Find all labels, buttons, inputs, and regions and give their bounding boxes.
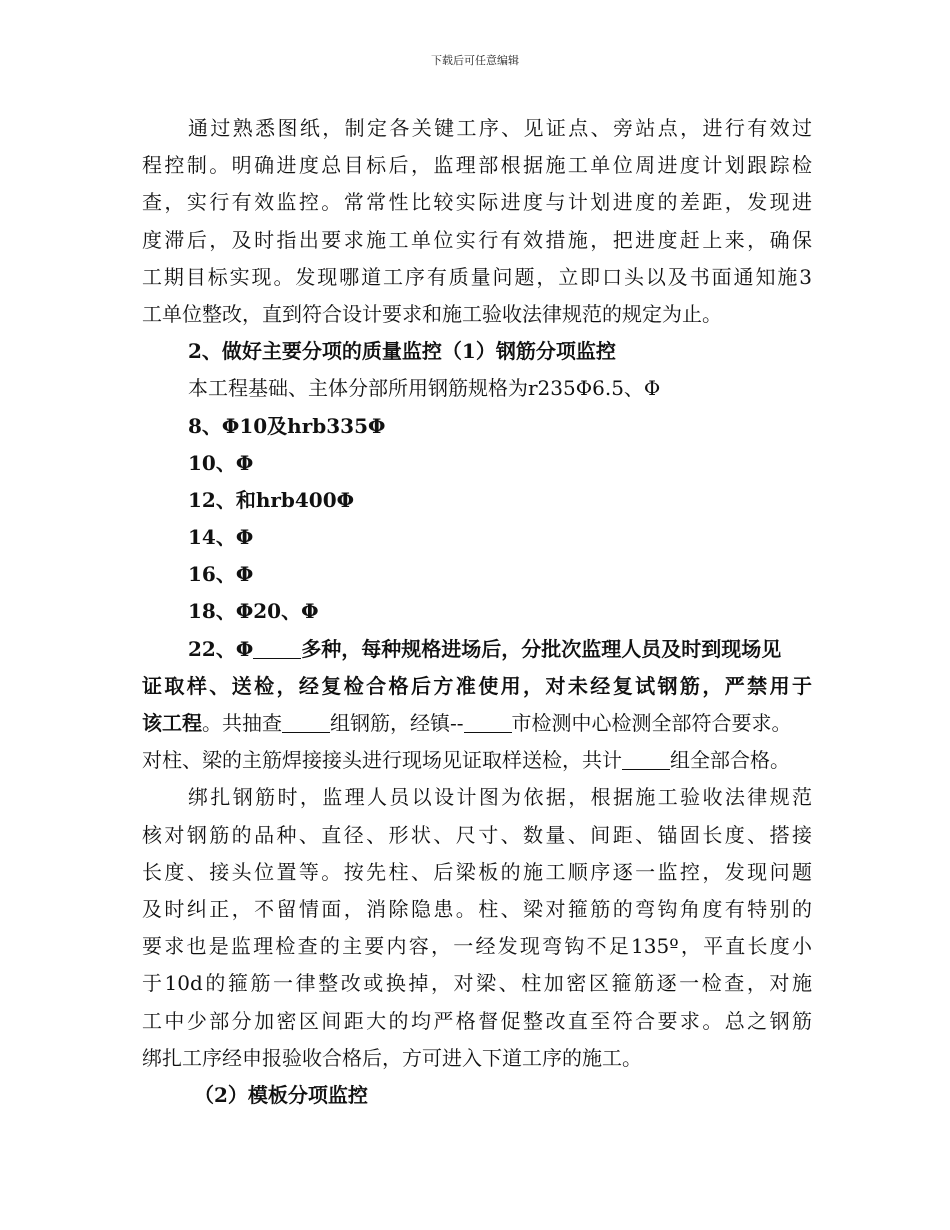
para1-line-3: 查，实行有效监控。常常性比较实际进度与计划进度的差距，发现进 — [142, 190, 812, 215]
text-span: 22、Φ — [188, 636, 254, 661]
rebar-line: 10、Φ — [188, 450, 254, 475]
text-span: 组钢筋，经镇-- — [330, 711, 464, 735]
para1-line-6: 工单位整改，直到符合设计要求和施工验收法律规范的规定为止。 — [142, 301, 722, 326]
para3-line-8: 绑扎工序经申报验收合格后，方可进入下道工序的施工。 — [142, 1045, 642, 1070]
rebar-intro: 本工程基础、主体分部所用钢筋规格为r235Φ6.5、Φ — [188, 376, 661, 401]
para3-line-1: 绑扎钢筋时，监理人员以设计图为依据，根据施工验收法律规范 — [188, 785, 812, 810]
text-span-bold: 该工程 — [142, 711, 202, 735]
section-heading-rebar: 2、做好主要分项的质量监控（1）钢筋分项监控 — [188, 339, 616, 364]
para1-line-5: 工期目标实现。发现哪道工序有质量问题，立即口头以及书面通知施3 — [142, 264, 812, 289]
bold-para-line-4 — [142, 742, 812, 779]
para3-line-6: 于10d的箍筋一律整改或换掉，对梁、柱加密区箍筋逐一检查，对施 — [142, 971, 812, 996]
section-heading-formwork: （2）模板分项监控 — [194, 1082, 368, 1107]
para3-line-3: 长度、接头位置等。按先柱、后梁板的施工顺序逐一监控，发现问题 — [142, 859, 812, 884]
para3-line-7: 工中少部分加密区间距大的均严格督促整改直至符合要求。总之钢筋 — [142, 1008, 812, 1033]
text-span: 市检测中心检测全部符合要求。 — [511, 711, 792, 735]
rebar-line: 18、Φ20、Φ — [188, 599, 319, 624]
bold-para-line-2: 证取样、送检，经复检合格后方准使用，对未经复试钢筋，严禁用于 — [142, 673, 812, 698]
rebar-line: 8、Φ10及hrb335Φ — [188, 413, 386, 438]
text-span: 。共抽查 — [202, 711, 282, 735]
para3-line-2: 核对钢筋的品种、直径、形状、尺寸、数量、间距、锚固长度、搭接 — [142, 822, 812, 847]
rebar-line: 16、Φ — [188, 562, 254, 587]
blank-underline — [282, 712, 330, 733]
page-header: 下载后可任意编辑 — [431, 54, 519, 67]
bold-para-line-3 — [142, 705, 812, 742]
rebar-line: 14、Φ — [188, 525, 254, 550]
para1-line-2: 程控制。明确进度总目标后，监理部根据施工单位周进度计划跟踪检 — [142, 153, 812, 178]
blank-underline — [253, 638, 301, 659]
text-span: 对柱、梁的主筋焊接接头进行现场见证取样送检，共计 — [142, 748, 622, 773]
blank-underline — [464, 712, 512, 733]
rebar-line: 12、和hrb400Φ — [188, 487, 355, 512]
para3-line-5: 要求也是监理检查的主要内容，一经发现弯钩不足135º，平直长度小 — [142, 934, 812, 959]
para3-line-4: 及时纠正，不留情面，消除隐患。柱、梁对箍筋的弯钩角度有特别的 — [142, 896, 812, 921]
text-span: 组全部合格。 — [670, 748, 790, 773]
document-body — [142, 110, 812, 1114]
bold-para-line-1 — [142, 631, 812, 668]
blank-underline — [622, 749, 670, 770]
para1-line-1: 通过熟悉图纸，制定各关键工序、见证点、旁站点，进行有效过 — [188, 116, 812, 140]
para1-line-4: 度滞后，及时指出要求施工单位实行有效措施，把进度赶上来，确保 — [142, 227, 812, 252]
text-span: 多种，每种规格进场后，分批次监理人员及时到现场见 — [301, 636, 782, 661]
